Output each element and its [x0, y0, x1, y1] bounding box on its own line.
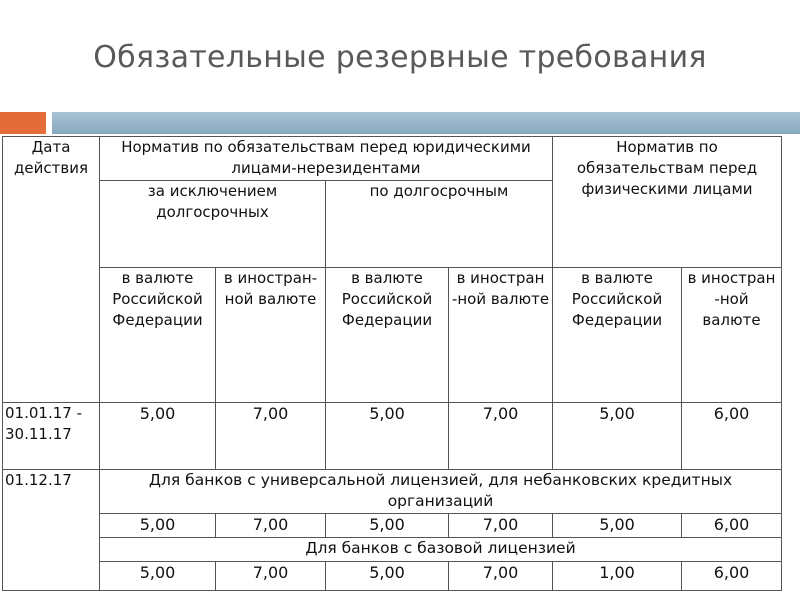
header-currency-foreign: в иностран-ной валюте [216, 268, 326, 403]
header-individuals: Норматив по обязательствам перед физическими лицами [553, 137, 782, 268]
table-row [3, 562, 782, 591]
table-row [3, 470, 782, 514]
value-cell: 5,00 [326, 403, 449, 470]
value-cell: 7,00 [216, 514, 326, 538]
section-universal-license: Для банков с универсальной лицензией, для небанковских кредитных организаций [100, 470, 782, 514]
value-cell: 5,00 [100, 562, 216, 591]
date-cell: 01.12.17 [3, 470, 100, 591]
value-cell: 7,00 [449, 514, 553, 538]
value-cell: 7,00 [449, 562, 553, 591]
table-row [3, 403, 782, 470]
value-cell: 6,00 [682, 403, 782, 470]
slide-title: Обязательные резервные требования [93, 40, 707, 75]
value-cell: 7,00 [216, 403, 326, 470]
table-row [3, 538, 782, 562]
value-cell: 7,00 [449, 403, 553, 470]
table-row [3, 514, 782, 538]
value-cell: 5,00 [100, 514, 216, 538]
header-currency-rub: в валюте Российской Федерации [100, 268, 216, 403]
value-cell: 6,00 [682, 514, 782, 538]
value-cell: 7,00 [216, 562, 326, 591]
header-currency-rub: в валюте Российской Федерации [326, 268, 449, 403]
reserve-requirements-table [2, 136, 782, 591]
accent-bar-orange [0, 112, 46, 134]
value-cell: 1,00 [553, 562, 682, 591]
header-legal-entities: Норматив по обязательствам перед юридическими лицами-нерезидентами [100, 137, 553, 181]
header-currency-rub: в валюте Российской Федерации [553, 268, 682, 403]
value-cell: 5,00 [326, 562, 449, 591]
value-cell: 5,00 [553, 403, 682, 470]
header-date: Дата действия [3, 137, 100, 403]
value-cell: 6,00 [682, 562, 782, 591]
date-cell: 01.01.17 - 30.11.17 [3, 403, 100, 470]
section-basic-license: Для банков с базовой лицензией [100, 538, 782, 562]
header-row-3 [3, 268, 782, 403]
header-currency-foreign: в иностран -ной валюте [449, 268, 553, 403]
header-longterm: по долгосрочным [326, 181, 553, 268]
value-cell: 5,00 [326, 514, 449, 538]
header-except-longterm: за исключением долгосрочных [100, 181, 326, 268]
value-cell: 5,00 [100, 403, 216, 470]
value-cell: 5,00 [553, 514, 682, 538]
header-row-1 [3, 137, 782, 181]
accent-bar-blue [52, 112, 800, 134]
header-currency-foreign: в иностран -ной валюте [682, 268, 782, 403]
